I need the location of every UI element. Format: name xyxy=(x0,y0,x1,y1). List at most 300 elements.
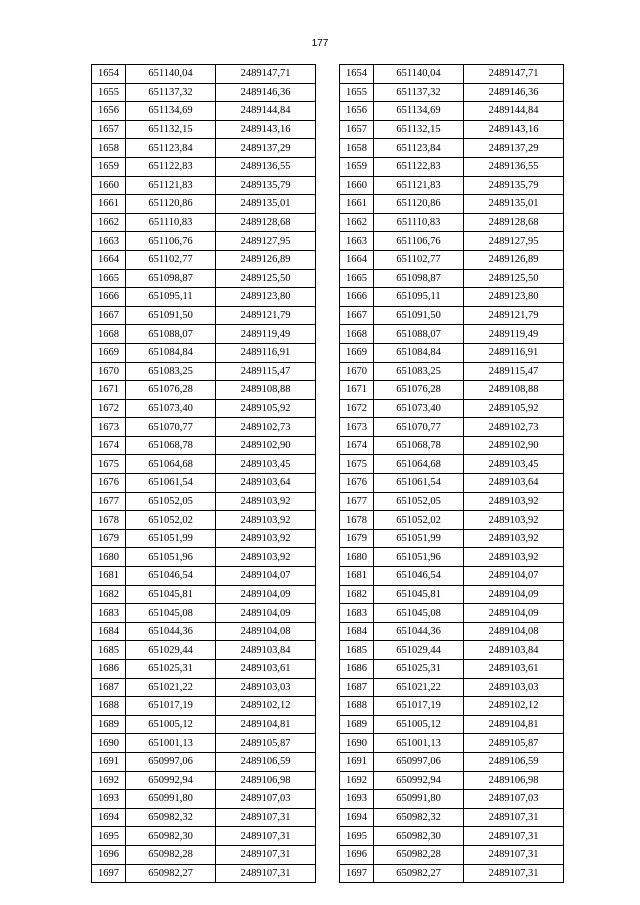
point-number-cell: 1660 xyxy=(92,176,126,195)
coordinates-table-left xyxy=(91,64,316,883)
y-coordinate-cell: 2489103,92 xyxy=(464,511,564,530)
table-row xyxy=(92,381,316,400)
table-row xyxy=(340,604,564,623)
y-coordinate-cell: 2489135,01 xyxy=(216,195,316,214)
point-number-cell: 1665 xyxy=(340,269,374,288)
y-coordinate-cell: 2489125,50 xyxy=(464,269,564,288)
point-number-cell: 1684 xyxy=(340,622,374,641)
table-row xyxy=(92,529,316,548)
point-number-cell: 1667 xyxy=(92,306,126,325)
y-coordinate-cell: 2489144,84 xyxy=(216,102,316,121)
y-coordinate-cell: 2489103,03 xyxy=(464,678,564,697)
y-coordinate-cell: 2489127,95 xyxy=(464,232,564,251)
x-coordinate-cell: 650982,30 xyxy=(126,827,216,846)
table-row xyxy=(92,660,316,679)
point-number-cell: 1696 xyxy=(92,845,126,864)
y-coordinate-cell: 2489116,91 xyxy=(216,343,316,362)
point-number-cell: 1693 xyxy=(340,790,374,809)
x-coordinate-cell: 651029,44 xyxy=(374,641,464,660)
table-row xyxy=(340,83,564,102)
table-row xyxy=(340,65,564,84)
y-coordinate-cell: 2489107,31 xyxy=(216,845,316,864)
table-row xyxy=(92,213,316,232)
table-row xyxy=(340,269,564,288)
table-row xyxy=(92,827,316,846)
x-coordinate-cell: 651137,32 xyxy=(374,83,464,102)
x-coordinate-cell: 651064,68 xyxy=(126,455,216,474)
x-coordinate-cell: 651123,84 xyxy=(374,139,464,158)
point-number-cell: 1691 xyxy=(92,752,126,771)
table-row xyxy=(340,306,564,325)
y-coordinate-cell: 2489103,92 xyxy=(216,511,316,530)
table-row xyxy=(92,474,316,493)
y-coordinate-cell: 2489103,45 xyxy=(216,455,316,474)
table-row xyxy=(340,250,564,269)
y-coordinate-cell: 2489106,59 xyxy=(464,752,564,771)
table-row xyxy=(92,343,316,362)
y-coordinate-cell: 2489107,31 xyxy=(216,808,316,827)
x-coordinate-cell: 651005,12 xyxy=(126,715,216,734)
x-coordinate-cell: 651084,84 xyxy=(126,343,216,362)
point-number-cell: 1682 xyxy=(92,585,126,604)
x-coordinate-cell: 650982,27 xyxy=(374,864,464,883)
y-coordinate-cell: 2489136,55 xyxy=(216,157,316,176)
x-coordinate-cell: 650997,06 xyxy=(374,752,464,771)
point-number-cell: 1669 xyxy=(92,343,126,362)
point-number-cell: 1670 xyxy=(92,362,126,381)
x-coordinate-cell: 651088,07 xyxy=(126,325,216,344)
point-number-cell: 1687 xyxy=(92,678,126,697)
x-coordinate-cell: 651017,19 xyxy=(126,697,216,716)
y-coordinate-cell: 2489103,45 xyxy=(464,455,564,474)
table-row xyxy=(92,752,316,771)
x-coordinate-cell: 650982,32 xyxy=(126,808,216,827)
y-coordinate-cell: 2489103,92 xyxy=(464,529,564,548)
table-row xyxy=(340,102,564,121)
x-coordinate-cell: 651029,44 xyxy=(126,641,216,660)
x-coordinate-cell: 650991,80 xyxy=(126,790,216,809)
x-coordinate-cell: 651102,77 xyxy=(126,250,216,269)
table-row xyxy=(92,622,316,641)
y-coordinate-cell: 2489107,31 xyxy=(216,827,316,846)
x-coordinate-cell: 651076,28 xyxy=(126,381,216,400)
point-number-cell: 1682 xyxy=(340,585,374,604)
page-number: 177 xyxy=(311,38,329,49)
y-coordinate-cell: 2489102,12 xyxy=(216,697,316,716)
y-coordinate-cell: 2489104,08 xyxy=(464,622,564,641)
x-coordinate-cell: 651132,15 xyxy=(374,120,464,139)
table-row xyxy=(92,399,316,418)
table-row xyxy=(92,232,316,251)
y-coordinate-cell: 2489104,07 xyxy=(216,567,316,586)
table-row xyxy=(92,511,316,530)
x-coordinate-cell: 650982,32 xyxy=(374,808,464,827)
point-number-cell: 1666 xyxy=(340,288,374,307)
table-row xyxy=(340,195,564,214)
point-number-cell: 1697 xyxy=(340,864,374,883)
y-coordinate-cell: 2489103,84 xyxy=(464,641,564,660)
x-coordinate-cell: 651083,25 xyxy=(374,362,464,381)
point-number-cell: 1663 xyxy=(340,232,374,251)
point-number-cell: 1686 xyxy=(92,660,126,679)
y-coordinate-cell: 2489126,89 xyxy=(464,250,564,269)
y-coordinate-cell: 2489123,80 xyxy=(464,288,564,307)
y-coordinate-cell: 2489104,09 xyxy=(464,604,564,623)
point-number-cell: 1665 xyxy=(92,269,126,288)
x-coordinate-cell: 651070,77 xyxy=(374,418,464,437)
point-number-cell: 1685 xyxy=(340,641,374,660)
x-coordinate-cell: 651051,99 xyxy=(374,529,464,548)
y-coordinate-cell: 2489104,81 xyxy=(216,715,316,734)
point-number-cell: 1695 xyxy=(340,827,374,846)
table-row xyxy=(92,139,316,158)
y-coordinate-cell: 2489107,31 xyxy=(464,827,564,846)
point-number-cell: 1696 xyxy=(340,845,374,864)
table-row xyxy=(340,492,564,511)
y-coordinate-cell: 2489104,09 xyxy=(216,585,316,604)
table-row xyxy=(340,715,564,734)
y-coordinate-cell: 2489143,16 xyxy=(464,120,564,139)
x-coordinate-cell: 651001,13 xyxy=(374,734,464,753)
point-number-cell: 1681 xyxy=(340,567,374,586)
x-coordinate-cell: 651122,83 xyxy=(374,157,464,176)
y-coordinate-cell: 2489146,36 xyxy=(216,83,316,102)
point-number-cell: 1694 xyxy=(92,808,126,827)
table-row xyxy=(92,120,316,139)
point-number-cell: 1655 xyxy=(340,83,374,102)
y-coordinate-cell: 2489107,31 xyxy=(464,845,564,864)
x-coordinate-cell: 651005,12 xyxy=(374,715,464,734)
y-coordinate-cell: 2489147,71 xyxy=(464,65,564,84)
point-number-cell: 1658 xyxy=(340,139,374,158)
point-number-cell: 1669 xyxy=(340,343,374,362)
table-row xyxy=(340,213,564,232)
y-coordinate-cell: 2489103,92 xyxy=(216,529,316,548)
x-coordinate-cell: 651132,15 xyxy=(126,120,216,139)
y-coordinate-cell: 2489146,36 xyxy=(464,83,564,102)
x-coordinate-cell: 651110,83 xyxy=(126,213,216,232)
x-coordinate-cell: 651045,81 xyxy=(374,585,464,604)
table-row xyxy=(340,790,564,809)
point-number-cell: 1661 xyxy=(340,195,374,214)
table-row xyxy=(92,83,316,102)
point-number-cell: 1655 xyxy=(92,83,126,102)
point-number-cell: 1658 xyxy=(92,139,126,158)
y-coordinate-cell: 2489126,89 xyxy=(216,250,316,269)
point-number-cell: 1673 xyxy=(92,418,126,437)
y-coordinate-cell: 2489125,50 xyxy=(216,269,316,288)
y-coordinate-cell: 2489105,87 xyxy=(464,734,564,753)
point-number-cell: 1672 xyxy=(340,399,374,418)
table-row xyxy=(92,436,316,455)
point-number-cell: 1678 xyxy=(92,511,126,530)
y-coordinate-cell: 2489121,79 xyxy=(216,306,316,325)
point-number-cell: 1679 xyxy=(340,529,374,548)
table-row xyxy=(92,418,316,437)
x-coordinate-cell: 651025,31 xyxy=(126,660,216,679)
x-coordinate-cell: 651140,04 xyxy=(374,65,464,84)
table-row xyxy=(340,418,564,437)
point-number-cell: 1692 xyxy=(340,771,374,790)
table-row xyxy=(340,548,564,567)
table-row xyxy=(92,325,316,344)
y-coordinate-cell: 2489102,90 xyxy=(216,436,316,455)
point-number-cell: 1654 xyxy=(340,65,374,84)
table-row xyxy=(340,641,564,660)
table-row xyxy=(340,752,564,771)
y-coordinate-cell: 2489102,90 xyxy=(464,436,564,455)
table-row xyxy=(92,641,316,660)
y-coordinate-cell: 2489135,01 xyxy=(464,195,564,214)
table-row xyxy=(92,864,316,883)
y-coordinate-cell: 2489123,80 xyxy=(216,288,316,307)
point-number-cell: 1688 xyxy=(92,697,126,716)
table-body xyxy=(92,65,316,883)
point-number-cell: 1668 xyxy=(92,325,126,344)
x-coordinate-cell: 651122,83 xyxy=(126,157,216,176)
point-number-cell: 1656 xyxy=(92,102,126,121)
table-row xyxy=(92,250,316,269)
x-coordinate-cell: 651070,77 xyxy=(126,418,216,437)
y-coordinate-cell: 2489137,29 xyxy=(464,139,564,158)
point-number-cell: 1659 xyxy=(92,157,126,176)
table-row xyxy=(340,511,564,530)
x-coordinate-cell: 651051,99 xyxy=(126,529,216,548)
y-coordinate-cell: 2489102,73 xyxy=(216,418,316,437)
table-row xyxy=(340,827,564,846)
y-coordinate-cell: 2489115,47 xyxy=(464,362,564,381)
point-number-cell: 1674 xyxy=(340,436,374,455)
point-number-cell: 1661 xyxy=(92,195,126,214)
point-number-cell: 1654 xyxy=(92,65,126,84)
x-coordinate-cell: 651046,54 xyxy=(126,567,216,586)
x-coordinate-cell: 651120,86 xyxy=(126,195,216,214)
point-number-cell: 1656 xyxy=(340,102,374,121)
point-number-cell: 1675 xyxy=(340,455,374,474)
x-coordinate-cell: 651051,96 xyxy=(126,548,216,567)
y-coordinate-cell: 2489102,73 xyxy=(464,418,564,437)
x-coordinate-cell: 651044,36 xyxy=(374,622,464,641)
x-coordinate-cell: 651021,22 xyxy=(126,678,216,697)
table-row xyxy=(340,362,564,381)
x-coordinate-cell: 651073,40 xyxy=(126,399,216,418)
x-coordinate-cell: 651084,84 xyxy=(374,343,464,362)
x-coordinate-cell: 651001,13 xyxy=(126,734,216,753)
point-number-cell: 1677 xyxy=(92,492,126,511)
table-row xyxy=(340,232,564,251)
x-coordinate-cell: 651091,50 xyxy=(126,306,216,325)
table-row xyxy=(340,455,564,474)
x-coordinate-cell: 651091,50 xyxy=(374,306,464,325)
point-number-cell: 1671 xyxy=(92,381,126,400)
table-row xyxy=(92,715,316,734)
y-coordinate-cell: 2489119,49 xyxy=(216,325,316,344)
table-row xyxy=(340,864,564,883)
table-row xyxy=(340,585,564,604)
y-coordinate-cell: 2489108,88 xyxy=(464,381,564,400)
table-row xyxy=(340,288,564,307)
x-coordinate-cell: 651106,76 xyxy=(374,232,464,251)
y-coordinate-cell: 2489103,92 xyxy=(216,548,316,567)
y-coordinate-cell: 2489107,31 xyxy=(216,864,316,883)
point-number-cell: 1684 xyxy=(92,622,126,641)
y-coordinate-cell: 2489116,91 xyxy=(464,343,564,362)
x-coordinate-cell: 650992,94 xyxy=(126,771,216,790)
table-row xyxy=(92,455,316,474)
x-coordinate-cell: 650982,27 xyxy=(126,864,216,883)
y-coordinate-cell: 2489103,92 xyxy=(464,492,564,511)
y-coordinate-cell: 2489104,09 xyxy=(464,585,564,604)
y-coordinate-cell: 2489128,68 xyxy=(464,213,564,232)
point-number-cell: 1686 xyxy=(340,660,374,679)
y-coordinate-cell: 2489103,64 xyxy=(216,474,316,493)
table-row xyxy=(340,120,564,139)
y-coordinate-cell: 2489105,87 xyxy=(216,734,316,753)
table-row xyxy=(92,195,316,214)
y-coordinate-cell: 2489107,31 xyxy=(464,808,564,827)
point-number-cell: 1659 xyxy=(340,157,374,176)
table-row xyxy=(340,660,564,679)
x-coordinate-cell: 651068,78 xyxy=(126,436,216,455)
point-number-cell: 1694 xyxy=(340,808,374,827)
table-row xyxy=(340,567,564,586)
table-row xyxy=(92,845,316,864)
table-row xyxy=(92,176,316,195)
y-coordinate-cell: 2489103,92 xyxy=(216,492,316,511)
table-row xyxy=(92,157,316,176)
table-row xyxy=(92,362,316,381)
table-row xyxy=(92,790,316,809)
point-number-cell: 1662 xyxy=(340,213,374,232)
table-row xyxy=(340,697,564,716)
point-number-cell: 1687 xyxy=(340,678,374,697)
table-row xyxy=(92,548,316,567)
table-row xyxy=(92,288,316,307)
table-row xyxy=(340,157,564,176)
point-number-cell: 1688 xyxy=(340,697,374,716)
y-coordinate-cell: 2489104,09 xyxy=(216,604,316,623)
table-row xyxy=(340,399,564,418)
x-coordinate-cell: 651106,76 xyxy=(126,232,216,251)
point-number-cell: 1673 xyxy=(340,418,374,437)
table-row xyxy=(92,604,316,623)
x-coordinate-cell: 651021,22 xyxy=(374,678,464,697)
point-number-cell: 1681 xyxy=(92,567,126,586)
x-coordinate-cell: 651064,68 xyxy=(374,455,464,474)
table-row xyxy=(92,567,316,586)
x-coordinate-cell: 651134,69 xyxy=(374,102,464,121)
point-number-cell: 1683 xyxy=(340,604,374,623)
y-coordinate-cell: 2489106,98 xyxy=(464,771,564,790)
x-coordinate-cell: 651123,84 xyxy=(126,139,216,158)
x-coordinate-cell: 651044,36 xyxy=(126,622,216,641)
x-coordinate-cell: 651061,54 xyxy=(126,474,216,493)
table-row xyxy=(340,343,564,362)
table-row xyxy=(340,771,564,790)
table-row xyxy=(92,269,316,288)
table-row xyxy=(340,678,564,697)
y-coordinate-cell: 2489121,79 xyxy=(464,306,564,325)
point-number-cell: 1664 xyxy=(340,250,374,269)
x-coordinate-cell: 651120,86 xyxy=(374,195,464,214)
point-number-cell: 1672 xyxy=(92,399,126,418)
y-coordinate-cell: 2489103,84 xyxy=(216,641,316,660)
x-coordinate-cell: 651140,04 xyxy=(126,65,216,84)
x-coordinate-cell: 651017,19 xyxy=(374,697,464,716)
point-number-cell: 1690 xyxy=(92,734,126,753)
point-number-cell: 1692 xyxy=(92,771,126,790)
point-number-cell: 1689 xyxy=(340,715,374,734)
point-number-cell: 1664 xyxy=(92,250,126,269)
x-coordinate-cell: 650991,80 xyxy=(374,790,464,809)
x-coordinate-cell: 651095,11 xyxy=(126,288,216,307)
x-coordinate-cell: 651088,07 xyxy=(374,325,464,344)
y-coordinate-cell: 2489115,47 xyxy=(216,362,316,381)
y-coordinate-cell: 2489143,16 xyxy=(216,120,316,139)
y-coordinate-cell: 2489137,29 xyxy=(216,139,316,158)
y-coordinate-cell: 2489147,71 xyxy=(216,65,316,84)
table-row xyxy=(340,808,564,827)
x-coordinate-cell: 650982,28 xyxy=(126,845,216,864)
y-coordinate-cell: 2489106,59 xyxy=(216,752,316,771)
x-coordinate-cell: 651061,54 xyxy=(374,474,464,493)
point-number-cell: 1671 xyxy=(340,381,374,400)
point-number-cell: 1676 xyxy=(92,474,126,493)
point-number-cell: 1663 xyxy=(92,232,126,251)
table-row xyxy=(92,734,316,753)
y-coordinate-cell: 2489107,03 xyxy=(216,790,316,809)
x-coordinate-cell: 651046,54 xyxy=(374,567,464,586)
table-row xyxy=(92,697,316,716)
point-number-cell: 1693 xyxy=(92,790,126,809)
y-coordinate-cell: 2489104,07 xyxy=(464,567,564,586)
x-coordinate-cell: 651134,69 xyxy=(126,102,216,121)
point-number-cell: 1675 xyxy=(92,455,126,474)
x-coordinate-cell: 650992,94 xyxy=(374,771,464,790)
y-coordinate-cell: 2489128,68 xyxy=(216,213,316,232)
point-number-cell: 1676 xyxy=(340,474,374,493)
y-coordinate-cell: 2489107,03 xyxy=(464,790,564,809)
table-row xyxy=(92,585,316,604)
point-number-cell: 1680 xyxy=(92,548,126,567)
point-number-cell: 1695 xyxy=(92,827,126,846)
x-coordinate-cell: 651083,25 xyxy=(126,362,216,381)
point-number-cell: 1691 xyxy=(340,752,374,771)
x-coordinate-cell: 651068,78 xyxy=(374,436,464,455)
y-coordinate-cell: 2489106,98 xyxy=(216,771,316,790)
table-row xyxy=(340,529,564,548)
point-number-cell: 1666 xyxy=(92,288,126,307)
y-coordinate-cell: 2489107,31 xyxy=(464,864,564,883)
table-row xyxy=(92,102,316,121)
point-number-cell: 1697 xyxy=(92,864,126,883)
point-number-cell: 1677 xyxy=(340,492,374,511)
y-coordinate-cell: 2489103,03 xyxy=(216,678,316,697)
x-coordinate-cell: 651052,02 xyxy=(126,511,216,530)
y-coordinate-cell: 2489136,55 xyxy=(464,157,564,176)
x-coordinate-cell: 650997,06 xyxy=(126,752,216,771)
x-coordinate-cell: 651073,40 xyxy=(374,399,464,418)
table-row xyxy=(340,325,564,344)
x-coordinate-cell: 651110,83 xyxy=(374,213,464,232)
x-coordinate-cell: 651052,05 xyxy=(374,492,464,511)
x-coordinate-cell: 651076,28 xyxy=(374,381,464,400)
y-coordinate-cell: 2489119,49 xyxy=(464,325,564,344)
point-number-cell: 1662 xyxy=(92,213,126,232)
x-coordinate-cell: 651121,83 xyxy=(374,176,464,195)
y-coordinate-cell: 2489105,92 xyxy=(464,399,564,418)
table-row xyxy=(92,678,316,697)
